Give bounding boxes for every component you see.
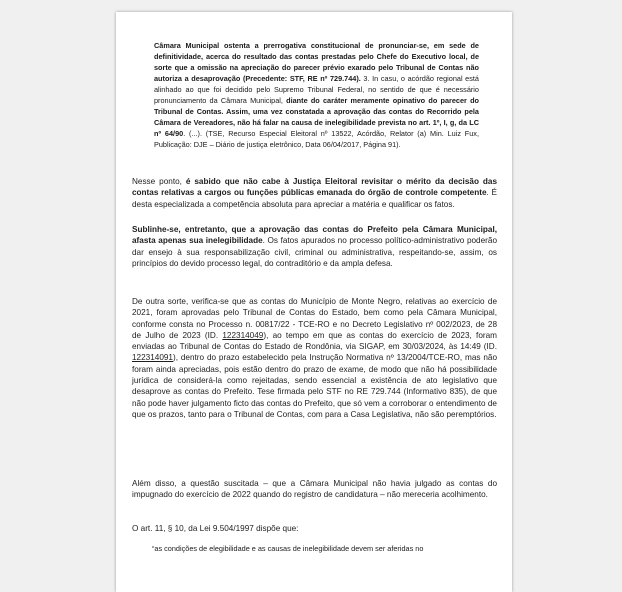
paragraph-approval — [132, 224, 497, 269]
paragraph-competence — [132, 176, 497, 210]
paragraph-monte-negro — [132, 296, 497, 420]
p1-text-a: Nesse ponto, — [132, 177, 186, 186]
law-quote: “as condições de elegibilidade e as causas de inelegibilidade devem ser aferidas no — [152, 544, 424, 553]
p3-text-c: ), dentro do prazo estabelecido pela Instrução Normativa nº 13/2004/TCE-RO, mas não foram ainda apreciadas, pois estão dentro do prazo de exame, de modo que não há possibilidade jurídica de considerá-la como rejeitadas, sendo essencial a existência de ato legislativo que desaprove as contas do Prefeito. Tese firmada pelo STF no RE 729.744 (Informativo 835), de que não pode haver julgamento ficto das contas do Prefeito, que só vem a corroborar o entendimento de que os prazos, tanto para o Tribunal de Contas, com para a Casa Legislativa, não são peremptórios. — [132, 353, 497, 419]
quote-text-1: 3. In casu, o acórdão regional está alinhado ao que foi decidido pelo Supremo Tribunal Federal, no sentido de que é necessário pronunciamento da Câmara Municipal, — [154, 74, 479, 105]
p3-text-b: ), ao tempo em que as contas do exercício de 2023, foram enviadas ao Tribunal de Contas do Estado de Rondônia, via SIGAP, em 30/03/2024, às 14:49 (ID. — [132, 330, 497, 352]
document-id-link-2[interactable]: 122314091 — [132, 353, 173, 363]
p2-bold: Sublinhe-se, entretanto, que a aprovação das contas do Prefeito pela Câmara Municipal, afasta apenas sua inelegibilidade — [132, 225, 497, 246]
p1-bold: é sabido que não cabe à Justiça Eleitoral revisitar o mérito da decisão das contas relativas a cargos ou funções públicas emanada do órgão de controle competente — [132, 177, 497, 198]
quote-citation: . (...). (TSE, Recurso Especial Eleitoral nº 13522, Acórdão, Relator (a) Min. Luiz Fux, Publicação: DJE – Diário de justiça eletrônico, Data 06/04/2017, Página 91). — [154, 129, 479, 149]
paragraph-law-article: O art. 11, § 10, da Lei 9.504/1997 dispõe que: — [132, 524, 299, 533]
p1-text-c: . É desta especializada a competência absoluta para apreciar a matéria e qualificar os fatos. — [132, 188, 497, 209]
document-page — [116, 12, 512, 592]
document-id-link-1[interactable]: 122314049 — [222, 330, 264, 340]
p3-text-a: De outra sorte, verifica-se que as contas do Município de Monte Negro, relativas ao exercício de 2021, foram aprovadas pelo Tribunal de Contas do Estado, bem como pela Câmara Municipal, conforme consta no Processo n. 00817/22 - TCE-RO e no Decreto Legislativo nº 002/2023, de 28 de Julho de 2023 (ID. — [132, 297, 497, 340]
jurisprudence-quote — [154, 40, 479, 150]
p2-text: . Os fatos apurados no processo político-administrativo poderão dar ensejo à sua responsabilização civil, criminal ou administrativa, respeitando-se, assim, os princípios do devido processo legal, do contraditório e da ampla defesa. — [132, 236, 498, 268]
paragraph-besides: Além disso, a questão suscitada – que a Câmara Municipal não havia julgado as contas do impugnado do exercício de 2022 quando do registro de candidatura – não mereceria acolhimento. — [132, 479, 497, 500]
quote-bold-2: diante do caráter meramente opinativo do parecer do Tribunal de Contas. Assim, uma vez constatada a aprovação das contas do Recorrido pela Câmara de Vereadores, não há falar na causa de inelegibilidade prevista no art. 1º, I, g, da LC nº 64/90 — [154, 96, 480, 138]
quote-bold-1: Câmara Municipal ostenta a prerrogativa constitucional de pronunciar-se, em sede de definitividade, acerca do resultado das contas prestadas pelo Chefe do Executivo local, de sorte que a omissão na apreciação do parecer prévio exarado pelo Tribunal de Contas não autoriza a desaprovação (Precedente: STF, RE nº 729.744). — [154, 41, 479, 83]
